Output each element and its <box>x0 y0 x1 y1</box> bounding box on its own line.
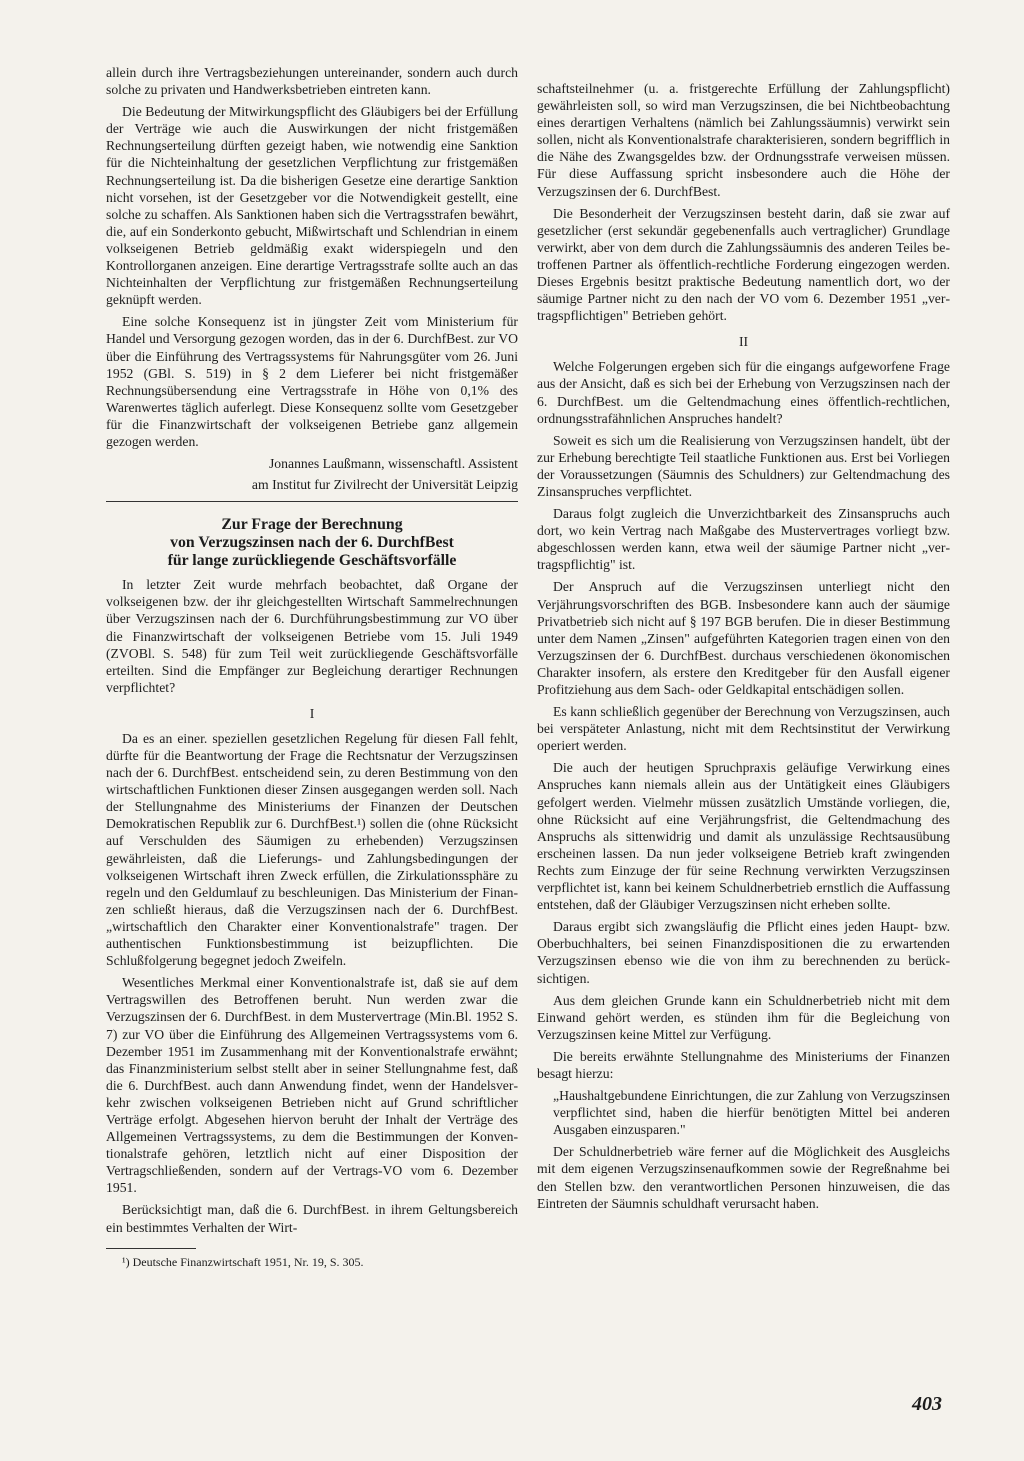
right-column <box>537 80 950 1217</box>
paragraph: allein durch ihre Vertragsbeziehungen untereinander, sondern auch durch solche zu privaten und Handwerksbetrieben eintreten kann. <box>106 65 518 98</box>
paragraph: Daraus folgt zugleich die Unverzichtbarkeit des Zinsanspruchs auch dort, wo kein Vertrag nach Maßgabe des Mustervertrages vorliegt bzw. abgeschlossen werden kann, etwa weil der säumige Partner nicht „vertragspflichtig" ist. <box>537 506 950 573</box>
footnote: ¹) Deutsche Finanzwirtschaft 1951, Nr. 19, S. 305. <box>122 1254 364 1269</box>
page-number: 403 <box>912 1393 942 1415</box>
paragraph: Die auch der heutigen Spruchpraxis geläufige Verwirkung eines Anspruches kann niemals allein aus der Untätigkeit eines Gläubigers gefolgert werden. Vielmehr müssen zusätzlich Umstände vorliegen, die, ohne Rücksicht auf eine Verjährungsfrist, die Geltendmachung des Anspruchs als sittenwidrig und damit als unzulässige Rechtsausübung erscheinen lassen. Da nun jeder volkseigene Betrieb kraft zwingenden Rechts zum Einzuge der für seine Rechnung verwirkten Verzugszinsen verpflichtet ist, kann bei keinem Schuldnerbetrieb ernstlich die Auffassung entstehen, daß der Gläubiger Verzugszinsen nicht erheben sollte. <box>537 760 950 913</box>
footnote-rule <box>106 1248 196 1249</box>
article-title <box>106 516 518 570</box>
paragraph: In letzter Zeit wurde mehrfach beobachtet, daß Organe der volkseigenen bzw. der ihr gleichgestellten Wirtschaft Sammelrechnungen über Verzugszinsen nach der 6. Durchführungsbestimmung zur VO über die Finanzwirtschaft der volkseigenen Betriebe vom 15. Juli 1949 (ZVOBl. S. 548) für zum Teil weit zurückliegende Geschäftsvorfälle erteilten. Sind die Empfänger zur Begleichung derartiger Rechnungen verpflichtet? <box>106 577 518 695</box>
article-title-line: von Verzugszinsen nach der 6. DurchfBest <box>170 534 454 552</box>
paragraph: Wesentliches Merkmal einer Konventionalstrafe ist, daß sie auf dem Vertragswillen des Betroffenen beruht. Nun werden zwar die Verzugszinsen der 6. DurchfBest. in dem Mustervertrage (Min.Bl. 1952 S. 7) zur VO über die Einführung des Allgemeinen Vertragssystems vom 6. Dezember 1951 im Zusammenhang mit der Konventionalstrafe erwähnt; das Finanzministerium selbst stellt aber in seiner Stellungnahme fest, daß die 6. DurchfBest. auch dann Anwendung findet, wenn der Handelsverkehr zwischen volkseigenen Betrieben nicht auf Grund schriftlicher Verträge erfolgt. Abgesehen hiervon beruht der Inhalt der Verträge des Allgemeinen Vertragssystems, zu dem die Bestimmungen der Konventionalstrafe gehören, letztlich nicht auf einer Disposition der Vertragschließenden, sondern auf der Vertrags-VO vom 6. Dezember 1951. <box>106 975 518 1196</box>
paragraph: Aus dem gleichen Grunde kann ein Schuldnerbetrieb nicht mit dem Einwand gehört werden, es stünden ihm für die Begleichung von Verzugszinsen keine Mittel zur Verfügung. <box>537 992 950 1042</box>
paragraph: schaftsteilnehmer (u. a. fristgerechte Erfüllung der Zahlungspflicht) gewährleisten soll, so wird man Verzugszinsen, die bei Nichtbeobachtung eines derartigen Verhaltens (nämlich bei Zahlungssäumnis) verwirkt sein sollen, nicht als Konventionalstrafe charakterisieren, sondern begrifflich in die Nähe des Zwangsgeldes bzw. der Ordnungsstrafe verweisen müssen. Für diese Auffassung spricht insbesondere auch die Höhe der Verzugszinsen der 6. DurchfBest. <box>537 81 950 199</box>
paragraph: Daraus ergibt sich zwangsläufig die Pflicht eines jeden Haupt- bzw. Oberbuchhalters, bei seinen Finanzdispositionen die zu erwartenden Verzugszinsen ebenso wie die von ihm zu berechnenden zu berücksichtigen. <box>537 919 950 986</box>
paragraph: Der Anspruch auf die Verzugszinsen unterliegt nicht den Verjährungsvorschriften des BGB. Insbesondere kann auch der säumige Privatbetrieb sich nicht auf § 197 BGB berufen. Die in dieser Bestimmung unter dem Namen „Zinsen" aufgeführten Kategorien tragen einen von den Verzugszinsen der 6. DurchfBest. durchaus verschiedenen ökonomischen Charakter insofern, als erstere den Kreditgeber für den Ausfall eigener Profitziehung aus dem Sach- oder Geldkapital entschädigen sollen. <box>537 579 950 697</box>
section-heading: I <box>309 705 315 721</box>
paragraph: Berücksichtigt man, daß die 6. DurchfBest. in ihrem Geltungsbereich ein bestimmtes Verhalten der Wirt- <box>106 1202 518 1235</box>
paragraph: Welche Folgerungen ergeben sich für die eingangs aufgeworfene Frage aus der Ansicht, daß es sich bei der Erhebung von Verzugszinsen nach der 6. DurchfBest. um die Geltendmachung eines öffentlich-rechtlichen, ordnungsstrafähnlichen Anspruches handelt? <box>537 359 950 426</box>
paragraph: Die bereits erwähnte Stellungnahme des Ministeriums der Finanzen besagt hierzu: <box>537 1048 950 1081</box>
author-affiliation: am Institut fur Zivilrecht der Universität Leipzig <box>251 477 518 493</box>
section-heading: II <box>738 334 749 350</box>
paragraph: Es kann schließlich gegenüber der Berechnung von Verzugszinsen, auch bei verspäteter Anlastung, nicht mit dem Rechtsinstitut der Verwirkung operiert werden. <box>537 704 950 754</box>
section-divider <box>106 501 518 502</box>
paragraph: Der Schuldnerbetrieb wäre ferner auf die Möglichkeit des Ausgleichs mit dem eigenen Verzugszinsenaufkommen sowie der Regreßnahme bei den Stellen bzw. den verantwortlichen Personen hinzuweisen, die das Eintreten der Säumnis schuldhaft verursacht haben. <box>537 1144 950 1211</box>
paragraph: Die Bedeutung der Mitwirkungspflicht des Gläubigers bei der Erfüllung der Verträge wie auch die Auswirkungen der nicht fristgemäßen Rechnungserteilung dürften gezeigt haben, wie notwendig eine Sanktion für die Nichteinhaltung der gesetzlichen Verpflichtung zur fristgemäßen Rechnungserteilung ist. Da die bisherigen Gesetze eine derartige Sanktion nicht vorsehen, ist der Gesetzgeber vor die Notwendigkeit gestellt, eine solche zu schaffen. Als Sanktionen haben sich die Vertragsstrafen bewährt, die, auf ein Sonderkonto gebucht, Mißwirtschaft und Schlendrian in einem volkseigenen Betrieb geldmäßig exakt widerspiegeln und den Kontrollorganen anzeigen. Eine derartige Vertragsstrafe sollte auch an das Nichteinhalten der Verpflichtung zur fristgemäßen Rechnungserteilung geknüpft werden. <box>106 104 518 308</box>
paragraph: Soweit es sich um die Realisierung von Verzugszinsen handelt, übt der zur Erhebung berechtigte Teil staatliche Funktionen aus. Erst bei Vorliegen der Voraussetzungen (Säumnis des Schuldners) zur Geltendmachung des Zinsanspruches verpflichtet. <box>537 432 950 499</box>
paragraph: Da es an einer. speziellen gesetzlichen Regelung für diesen Fall fehlt, dürfte für die Beantwortung der Frage die Rechtsnatur der Verzugszinsen nach der 6. DurchfBest. entscheidend sein, zu deren Bestimmung von den wirtschaftlichen Funktionen dieser Zinsen ausgegangen werden soll. Nach der Stellungnahme des Ministeriums der Finanzen der Deutschen Demokratischen Republik zur 6. DurchfBest.¹) sollen die (ohne Rücksicht auf Verschulden des Säumigen zu erhebenden) Verzugszinsen gewährleisten, daß die Lieferungs- und Zahlungsbedingungen der volkseigenen Wirtschaft ihren Zweck erfüllen, die Zirkulationssphäre zu regeln und den Geldumlauf zu beschleunigen. Das Ministerium der Finanzen schließt hieraus, daß die Verzugszinsen nach der 6. DurchfBest. „wirtschaftlich den Charakter einer Konventionalstrafe" tragen. Der authentischen Funktionsbestimmung ist beizupflichten. Die Schlußfolgerung begegnet jedoch Zweifeln. <box>106 730 518 969</box>
paragraph: Eine solche Konsequenz ist in jüngster Zeit vom Ministerium für Handel und Versorgung gezogen worden, das in der 6. DurchfBest. zur VO über die Einführung des Vertragssystems für Nahrungsgüter vom 26. Juni 1952 (GBl. S. 519) in § 2 dem Lieferer bei nicht fristgemäßer Rechnungsübersendung eine Vertragsstrafe in Höhe von 0,1% des Warenwertes täglich auferlegt. Diese Konsequenz sollte vom Gesetzgeber für die Finanzwirtschaft der volkseigenen Betriebe ganz allgemein gezogen werden. <box>106 314 518 449</box>
block-quote: „Haushaltgebundene Einrichtungen, die zur Zahlung von Verzugszinsen verpflichtet sind, haben die hierfür benötigten Mittel bei anderen Ausgaben einzusparen." <box>553 1088 950 1138</box>
author-signature: Jonannes Laußmann, wissenschaftl. Assistent <box>268 456 518 472</box>
article-title-line: Zur Frage der Berechnung <box>221 516 403 534</box>
paragraph: Die Besonderheit der Verzugszinsen besteht darin, daß sie zwar auf gesetzlicher (erst sekundär gegebenenfalls auch vertraglicher) Grundlage verwirkt, aber von dem durch die Zahlungssäumnis des anderen Teiles betroffenen Partner als öffentlich-rechtliche Forderung eingezogen werden. Dieses Ergebnis besitzt praktische Bedeutung namentlich dort, wo der säumige Partner nicht zu den nach der VO vom 6. Dezember 1951 „vertragspflichtigen" Betrieben gehört. <box>537 205 950 324</box>
left-column <box>106 64 518 1270</box>
article-title-line: für lange zurückliegende Geschäftsvorfälle <box>167 552 457 570</box>
